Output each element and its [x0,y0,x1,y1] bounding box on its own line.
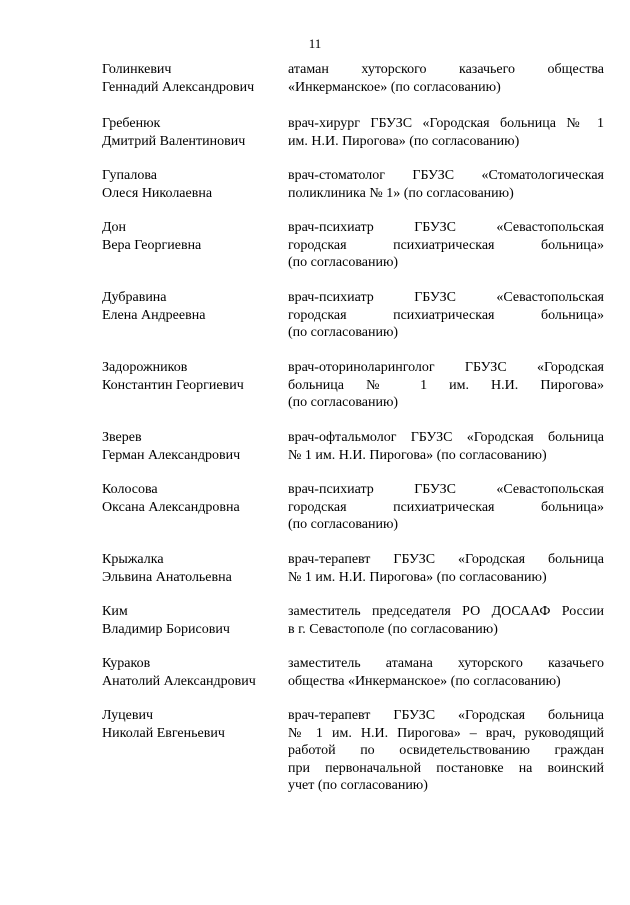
position-line: работой по освидетельствованию граждан [288,743,604,758]
member-position [288,429,604,464]
position-line: городская психиатрическая больница» [288,499,604,515]
position-line: врач-психиатр ГБУЗС «Севастопольская [288,220,604,235]
member-surname: Зверев [102,430,142,445]
member-name [102,115,282,150]
position-line: врач-оториноларинголог ГБУЗС «Городская [288,360,604,375]
position-line: врач-психиатр ГБУЗС «Севастопольская [288,290,604,305]
member-name [102,167,282,202]
position-line: общества «Инкерманское» (по согласованию) [288,673,561,689]
member-position [288,219,604,272]
member-position [288,359,604,412]
member-surname: Дон [102,220,127,235]
position-line: городская психиатрическая больница» [288,237,604,253]
member-name [102,429,282,464]
member-given-names: Оксана Александровна [102,499,240,515]
member-given-names: Николай Евгеньевич [102,725,225,741]
member-given-names: Дмитрий Валентинович [102,133,246,149]
member-surname: Крыжалка [102,552,164,567]
position-line: врач-офтальмолог ГБУЗС «Городская больница [288,430,604,445]
member-surname: Гребенюк [102,116,161,131]
position-line: учет (по согласованию) [288,778,428,793]
page-number: 11 [308,36,322,51]
member-given-names: Елена Андреевна [102,307,206,323]
member-position [288,289,604,342]
member-surname: Задорожников [102,360,188,375]
member-name [102,219,282,254]
member-given-names: Олеся Николаевна [102,185,213,201]
member-given-names: Герман Александрович [102,447,241,463]
position-line: им. Н.И. Пирогова» (по согласованию) [288,133,520,149]
member-given-names: Константин Георгиевич [102,377,244,393]
member-given-names: Геннадий Александрович [102,79,255,95]
member-position [288,551,604,586]
position-line: больница № 1 им. Н.И. Пирогова» [288,377,604,393]
position-line: врач-терапевт ГБУЗС «Городская больница [288,552,604,567]
position-line: врач-терапевт ГБУЗС «Городская больница [288,708,604,723]
member-position [288,481,604,534]
position-line: врач-стоматолог ГБУЗС «Стоматологическая [288,168,604,183]
member-position [288,115,604,150]
position-line: (по согласованию) [288,395,399,410]
member-name [102,707,282,742]
member-name [102,289,282,324]
member-given-names: Владимир Борисович [102,621,230,637]
position-line: при первоначальной постановке на воинский [288,760,604,776]
member-position [288,707,604,795]
member-name [102,61,282,96]
position-line: в г. Севастополе (по согласованию) [288,621,498,637]
position-line: (по согласованию) [288,325,399,340]
position-line: заместитель председателя РО ДОСААФ России [288,604,604,619]
member-name [102,359,282,394]
member-surname: Колосова [102,482,158,497]
position-line: (по согласованию) [288,517,399,532]
member-position [288,167,604,202]
position-line: атаман хуторского казачьего общества [288,62,604,77]
member-surname: Кураков [102,656,151,671]
member-position [288,655,604,690]
position-line: (по согласованию) [288,255,399,270]
member-name [102,551,282,586]
member-given-names: Эльвина Анатольевна [102,569,232,585]
position-line: заместитель атамана хуторского казачьего [288,656,604,671]
member-surname: Гупалова [102,168,158,183]
position-line: № 1 им. Н.И. Пирогова» – врач, руководящий [288,725,604,741]
position-line: № 1 им. Н.И. Пирогова» (по согласованию) [288,569,547,585]
position-line: городская психиатрическая больница» [288,307,604,323]
member-given-names: Анатолий Александрович [102,673,256,689]
member-name [102,481,282,516]
position-line: поликлиника № 1» (по согласованию) [288,185,514,201]
position-line: врач-хирург ГБУЗС «Городская больница № 1 [288,116,604,131]
member-position [288,61,604,96]
position-line: № 1 им. Н.И. Пирогова» (по согласованию) [288,447,547,463]
member-surname: Голинкевич [102,62,172,77]
member-position [288,603,604,638]
member-name [102,603,282,638]
member-given-names: Вера Георгиевна [102,237,202,253]
member-surname: Дубравина [102,290,167,305]
member-surname: Луцевич [102,708,153,723]
member-name [102,655,282,690]
position-line: «Инкерманское» (по согласованию) [288,79,501,95]
position-line: врач-психиатр ГБУЗС «Севастопольская [288,482,604,497]
member-surname: Ким [102,604,128,619]
